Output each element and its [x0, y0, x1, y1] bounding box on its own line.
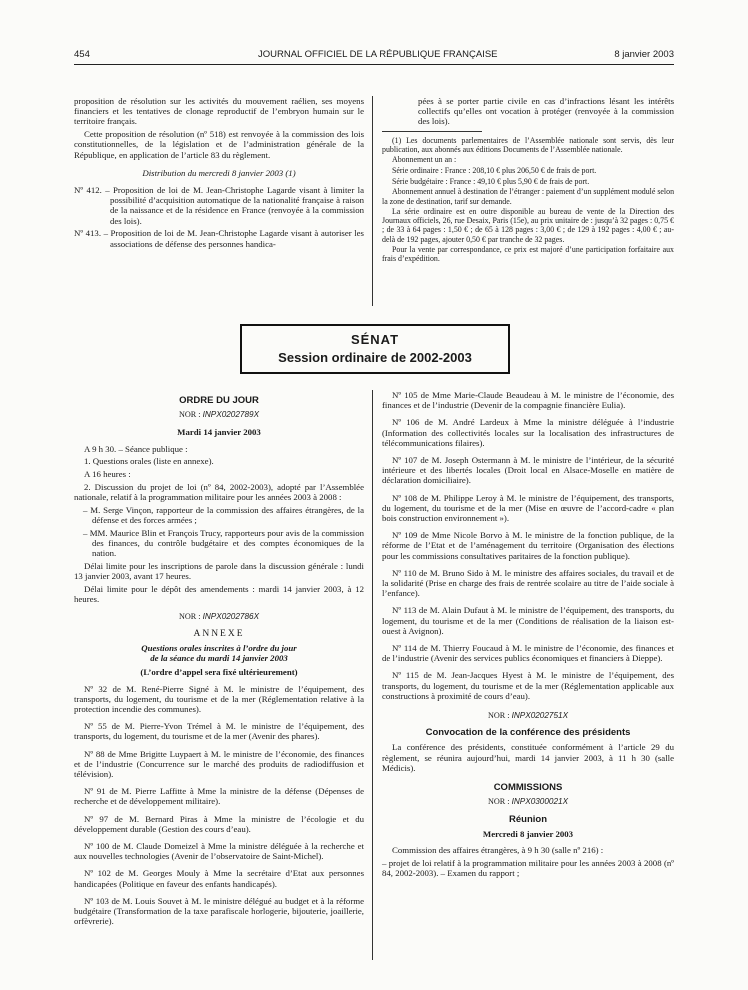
question-item: Nº 100 de M. Claude Domeizel à Mme la ministre déléguée à la recherche et aux nouvelles technologies (Avenir de l’observatoire de Saint-Michel).	[74, 841, 364, 862]
agenda-item: A 16 heures :	[84, 469, 131, 480]
senat-title: SÉNAT	[350, 332, 400, 347]
footnote	[382, 136, 674, 264]
commission-agenda-item: – projet de loi relatif à la programmation militaire pour les années 2003 à 2008 (nº 84, 2002-2003). – Examen du rapport ;	[382, 857, 674, 878]
annexe-heading: ANNEXE	[193, 628, 245, 639]
right-column	[382, 390, 674, 881]
footnote-text: Série budgétaire : France : 49,10 € plus 5,90 € de frais de port.	[392, 176, 590, 186]
rapporteur-item: – M. Serge Vinçon, rapporteur de la commission des affaires étrangères, de la défense et des forces armées ;	[83, 505, 364, 526]
commissions-heading: COMMISSIONS	[493, 782, 563, 794]
document-item: Nº 412. – Proposition de loi de M. Jean-Christophe Lagarde visant à limiter la possibilité d’acquisition automatique de la nationalité française à raison de la naissance et de la résidence en France (renvoyée à la commission des lois).	[74, 185, 364, 226]
nor-reference: NOR : INPX0202751X	[487, 711, 569, 721]
footnote-text: Abonnement annuel à destination de l’étranger : paiement d’un supplément modulé selon la zone de destination, tarif sur demande.	[382, 187, 675, 206]
agenda-item: A 9 h 30. – Séance publique :	[84, 443, 188, 454]
reunion-date: Mercredi 8 janvier 2003	[482, 828, 574, 839]
questions-title: de la séance du mardi 14 janvier 2003	[150, 653, 288, 664]
convocation-text: La conférence des présidents, constituée conformément à l’article 29 du règlement, se réunira aujourd’hui, mardi 14 janvier 2003, à 11 h 30 (salle Médicis).	[382, 742, 674, 773]
top-left-column	[74, 96, 364, 251]
ordre-du-jour-heading: ORDRE DU JOUR	[179, 395, 259, 406]
agenda-item: 2. Discussion du projet de loi (nº 84, 2002-2003), adopté par l’Assemblée nationale, relatif à la programmation militaire pour les années 2003 à 2008 :	[74, 482, 364, 503]
convocation-heading: Convocation de la conférence des présidents	[425, 727, 631, 739]
question-item: Nº 115 de M. Jean-Jacques Hyest à M. le ministre de l’équipement, des transports, du logement, du tourisme et de la mer (Réglementation applicable aux constructions à proximité de cours d’eau).	[382, 670, 674, 701]
question-item: Nº 113 de M. Alain Dufaut à M. le ministre de l’équipement, des transports, du logement, du tourisme et de la mer (Conditions de réalisation de la liaison est-ouest à Avignon).	[382, 605, 674, 636]
question-item: Nº 109 de Mme Nicole Borvo à M. le ministre de la fonction publique, de la réforme de l’Etat et de l’aménagement du territoire (Organisation des élections pour les commissions consultatives paritaires de la fonction publique).	[382, 530, 674, 561]
question-item: Nº 105 de Mme Marie-Claude Beaudeau à M. le ministre de l’économie, des finances et de l’industrie (Devenir de la compagnie financière Eulia).	[382, 390, 674, 411]
question-item: Nº 114 de M. Thierry Foucaud à M. le ministre de l’économie, des finances et de l’industrie (Avenir des services publics économiques et financiers à Dieppe).	[382, 643, 674, 664]
deadline-text: Délai limite pour les inscriptions de parole dans la discussion générale : lundi 13 janvier 2003, avant 17 heures.	[74, 561, 364, 582]
distribution-heading: Distribution du mercredi 8 janvier 2003 (1)	[142, 167, 296, 178]
footnote-text: La série ordinaire est en outre disponible au bureau de vente de la Direction des Journaux officiels, 26, rue Desaix, Paris (15e), au prix unitaire de : jusqu’à 32 pages : 0,75 € ; de 33 à 64 pages : 1,50 € ; de 65 à 128 pages : 3,00 € ; de 129 à 192 pages : 4,00 € ; au-delà de 192 pages, ajouter 0,50 € par tranche de 32 pages.	[382, 207, 674, 244]
questions-title: Questions orales inscrites à l’ordre du jour	[141, 643, 297, 654]
journal-title: JOURNAL OFFICIEL DE LA RÉPUBLIQUE FRANÇAISE	[258, 49, 498, 60]
question-item: Nº 108 de M. Philippe Leroy à M. le ministre de l’équipement, des transports, du logement, du tourisme et de la mer (Mise en œuvre de l’accord-cadre « plan bois construction environnement »).	[382, 492, 674, 524]
nor-reference: NOR : INPX0202786X	[178, 611, 260, 621]
agenda-item: 1. Questions orales (liste en annexe).	[84, 456, 214, 467]
top-right-column	[382, 96, 674, 265]
question-item: Nº 97 de M. Bernard Piras à Mme la ministre de l’écologie et du développement durable (Gestion des cours d’eau).	[74, 813, 364, 834]
document-item: Nº 413. – Proposition de loi de M. Jean-Christophe Lagarde visant à autoriser les associations de défense des personnes handica-	[74, 228, 364, 249]
footnote-text: (1) Les documents parlementaires de l’Assemblée nationale sont servis, dès leur publication, aux abonnés aux éditions Documents de l’Assemblée nationale.	[382, 135, 674, 154]
paragraph: pées à se porter partie civile en cas d’infractions lésant les intérêts collectifs qu’elles ont vocation à protéger (renvoyée à la commission des lois).	[418, 96, 674, 127]
column-divider	[372, 96, 373, 306]
question-item: Nº 107 de M. Joseph Ostermann à M. le ministre de l’intérieur, de la sécurité intérieure et des libertés locales (Droit local en Alsace-Moselle en matière de déclaration domiciliaire).	[382, 455, 674, 486]
footnote-text: Série ordinaire : France : 208,10 € plus 206,50 € de frais de port.	[392, 166, 597, 176]
appel-note: (L’ordre d’appel sera fixé ultérieurement)	[140, 667, 298, 678]
session-title: Session ordinaire de 2002-2003	[278, 350, 472, 365]
question-item: Nº 91 de M. Pierre Laffitte à Mme la ministre de la défense (Dépenses de recherche et de développement militaire).	[74, 786, 364, 807]
header-date: 8 janvier 2003	[614, 49, 674, 60]
question-item: Nº 88 de Mme Brigitte Luypaert à M. le ministre de l’économie, des finances et de l’industrie (Concurrence sur le marché des produits de radiodiffusion et télévision).	[74, 748, 364, 780]
paragraph: proposition de résolution sur les activités du mouvement raélien, ses moyens financiers et les tentatives de clonage reproductif de l’embryon humain sur le territoire français.	[74, 96, 364, 127]
question-item: Nº 106 de M. André Lardeux à Mme la ministre déléguée à l’industrie (Information des collectivités locales sur la localisation des infrastructures de télécommunications filaires).	[382, 417, 674, 448]
question-item: Nº 110 de M. Bruno Sido à M. le ministre des affaires sociales, du travail et de la solidarité (Prise en charge des frais de rentrée scolaire au titre de l’aide sociale à l’enfance).	[382, 567, 674, 599]
rapporteur-item: – MM. Maurice Blin et François Trucy, rapporteurs pour avis de la commission des finances, du contrôle budgétaire et des comptes économiques de la nation.	[83, 528, 364, 559]
column-divider	[372, 390, 373, 960]
header-rule	[74, 64, 674, 65]
nor-reference: NOR : INPX0202789X	[178, 410, 260, 420]
nor-reference: NOR : INPX0300021X	[487, 797, 569, 807]
footnote-text: Pour la vente par correspondance, ce prix est majoré d’une participation forfaitaire aux frais d’expédition.	[382, 245, 674, 264]
footnote-text: Abonnement un an :	[392, 155, 457, 165]
running-header	[74, 49, 674, 63]
deadline-text: Délai limite pour le dépôt des amendements : mardi 14 janvier 2003, à 12 heures.	[74, 584, 364, 605]
footnote-rule	[382, 131, 482, 132]
question-item: Nº 32 de M. René-Pierre Signé à M. le ministre de l’équipement, des transports, du logement, du tourisme et de la mer (Réglementation relative à la protection incendie des communes).	[74, 683, 364, 715]
question-item: Nº 103 de M. Louis Souvet à M. le ministre délégué au budget et à la réforme budgétaire (Transformation de la taxe parafiscale horlogerie, bijouterie, joaillerie, orfèvrerie).	[74, 895, 364, 927]
left-column	[74, 390, 364, 929]
page-number: 454	[74, 49, 90, 60]
reunion-heading: Réunion	[509, 813, 547, 825]
question-item: Nº 55 de M. Pierre-Yvon Trémel à M. le ministre de l’équipement, des transports, du logement, du tourisme et de la mer (Avenir des phares).	[74, 721, 364, 742]
question-item: Nº 102 de M. Georges Mouly à Mme la secrétaire d’Etat aux personnes handicapées (Politique en faveur des enfants handicapés).	[74, 868, 364, 889]
session-date: Mardi 14 janvier 2003	[177, 427, 261, 438]
commission-entry: Commission des affaires étrangères, à 9 h 30 (salle nº 216) :	[392, 844, 604, 855]
paragraph: Cette proposition de résolution (nº 518) est renvoyée à la commission des lois constitutionnelles, de la législation et de l’administration générale de la République, en application de l’article 83 du règlement.	[74, 129, 364, 160]
senat-title-box	[240, 324, 510, 374]
